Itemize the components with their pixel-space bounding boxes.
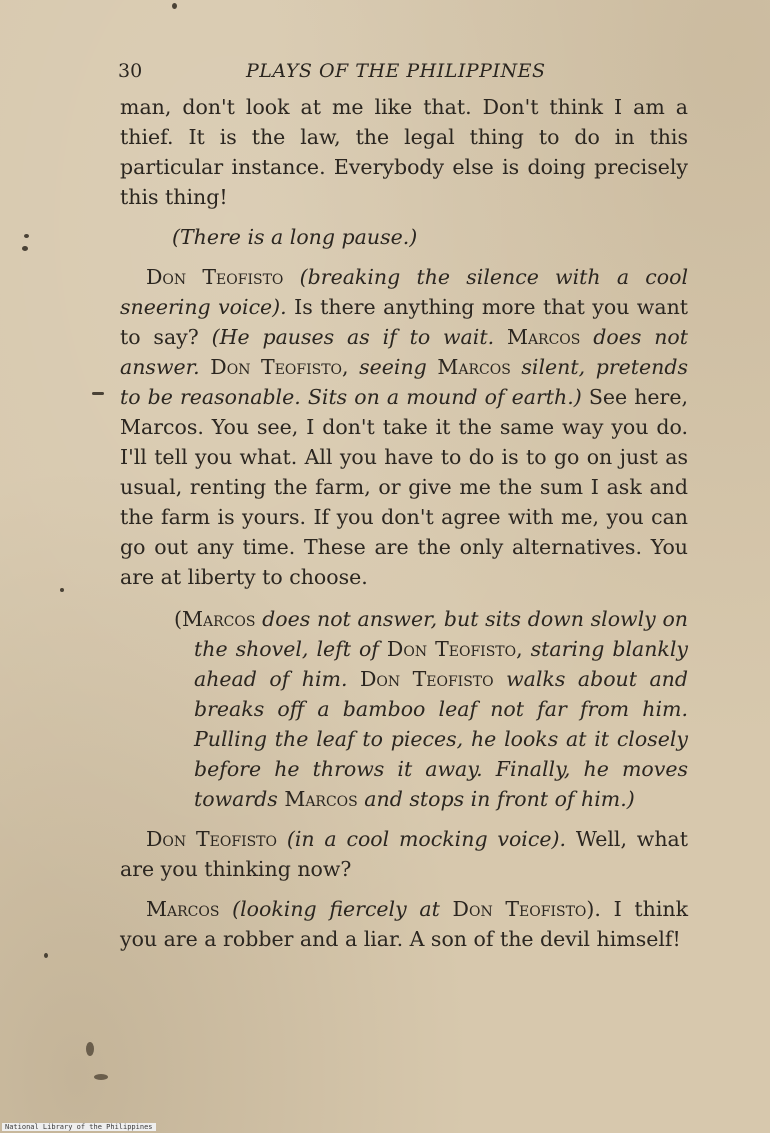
stage-direction-text: does not answer. [120, 325, 688, 379]
stage-direction-block [120, 604, 688, 814]
page-number: 30 [118, 60, 143, 82]
stage-direction-text: walks about and breaks off a bamboo leaf not far from him. Pulling the leaf to pieces, he looks at it closely before he throws it away. Finally, he moves towards [194, 667, 688, 811]
ink-speck [60, 588, 64, 592]
speech-text: Is there anything more that you want to say? [120, 295, 689, 349]
speech-marcos [120, 894, 688, 954]
stage-direction-text: (There is a long pause.) [172, 225, 418, 249]
stage-direction-text: (in a cool mocking voice). [286, 827, 566, 851]
ink-speck [24, 234, 29, 238]
ink-speck [92, 392, 104, 395]
paragraph-continued-speech: man, don't look at me like that. Don't think I am a thief. It is the law, the legal thing to do in this particular instance. Everybody else is doing precisely this thing! [120, 95, 688, 209]
stage-direction-text: silent, pretends to be reasonable. Sits on a mound of earth.) [120, 355, 688, 409]
library-credit: National Library of the Philippines [2, 1123, 156, 1131]
character-name: Marcos [437, 355, 511, 379]
play-text [120, 92, 688, 954]
ink-speck [44, 953, 48, 958]
speech-text: See here, Marcos. You see, I don't take it the same way you do. I'll tell you what. All you have to do is to go on just as usual, renting the farm, or give me the sum I ask and the farm is yours. If you don't agree with me, you can go out any time. These are the only alternatives. You are at liberty to choose. [120, 385, 688, 589]
open-paren: ( [174, 607, 182, 631]
character-name: Don Teofisto, [386, 637, 523, 661]
speaker-name: Don Teofisto [146, 265, 284, 289]
stage-direction-text: (breaking the silence with a cool sneering voice). [120, 265, 688, 319]
ink-speck [94, 1074, 108, 1080]
running-head [118, 60, 688, 88]
character-name: Marcos [284, 787, 358, 811]
stage-direction-text: seeing [359, 355, 427, 379]
stage-direction-text: (looking fiercely at [232, 897, 440, 921]
speech-don-teofisto-2 [120, 824, 688, 884]
ink-speck [86, 1042, 94, 1056]
book-title: PLAYS OF THE PHILIPPINES [246, 60, 546, 82]
speech-text: Well, what are you thinking now? [120, 827, 689, 881]
stage-direction-text: and stops in front of him.) [364, 787, 635, 811]
stage-direction-text: staring blankly ahead of him. [194, 637, 688, 691]
character-name: Don Teofisto, [210, 355, 349, 379]
character-name: Marcos [182, 607, 256, 631]
stage-direction-text: (He pauses as if to wait. [211, 325, 495, 349]
character-name: Don Teofisto [452, 897, 587, 921]
stage-direction-pause [120, 222, 688, 252]
stage-direction-text: does not answer, but sits down slowly on the shovel, left of [194, 607, 688, 661]
speaker-name: Don Teofisto [146, 827, 278, 851]
ink-speck [22, 246, 28, 251]
speech-don-teofisto-1 [120, 262, 688, 592]
stage-direction-close: ). [586, 897, 601, 921]
speaker-name: Marcos [146, 897, 220, 921]
character-name: Don Teofisto [359, 667, 494, 691]
character-name: Marcos [506, 325, 581, 349]
speech-text: I think you are a robber and a liar. A son of the devil himself! [120, 897, 688, 951]
ink-speck [172, 3, 177, 9]
